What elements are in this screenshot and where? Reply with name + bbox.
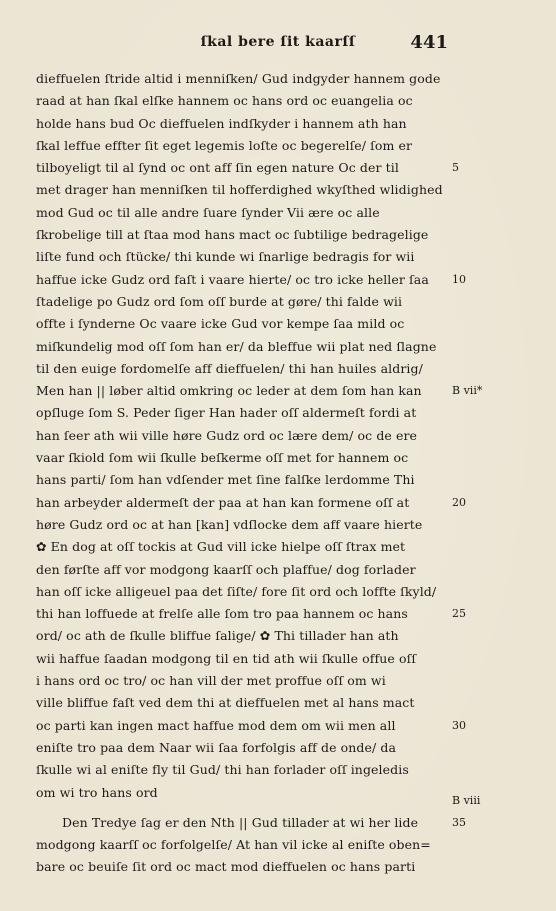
text-line-2: raad at han ſkal elſke hannem oc hans ord oc euangelia oc: [36, 93, 413, 109]
text-line-31: eniſte tro paa dem Naar wii ſaa forfolgis aff de onde/ da: [36, 739, 397, 755]
margin-line-number: 30: [452, 718, 466, 732]
margin-line-number: 35: [452, 816, 466, 830]
text-line-32: ſkulle wi al eniſte fly til Gud/ thi han forlader oſſ ingeledis: [36, 762, 409, 778]
text-line-20: han arbeyder aldermeſt der paa at han kan formene oſſ at: [36, 494, 410, 510]
text-line-21: høre Gudz ord oc at han [kan] vdſlocke dem aff vaare hierte: [36, 516, 423, 532]
text-line-30: oc parti kan ingen mact haffue mod dem om wii men all: [36, 717, 396, 733]
text-line-29: ville bliffue faſt ved dem thi at dieffuelen met al hans mact: [36, 695, 415, 711]
text-line-35: modgong kaarſſ oc forfolgelſe/ At han vil icke al eniſte oben=: [36, 837, 431, 853]
text-line-17: han ſeer ath wii ville høre Gudz ord oc lære dem/ oc de ere: [36, 427, 418, 443]
text-line-27: wii haffue ſaadan modgong til en tid ath wii ſkulle offue oſſ: [36, 650, 417, 666]
text-line-10: haffue icke Gudz ord faſt i vaare hierte/ oc tro icke heller ſaa: [36, 271, 429, 287]
text-line-11: ſtadelige po Gudz ord ſom oſſ burde at gøre/ thi falde wii: [36, 293, 403, 309]
text-line-18: vaar ſkiold ſom wii ſkulle beſkerme oſſ met for hannem oc: [36, 450, 409, 466]
text-line-6: met drager han menniſken til hofferdighed wkyſthed wlidighed: [36, 182, 443, 198]
text-line-13: miſkundelig mod oſſ ſom han er/ da bleffue wii plat ned ſlagne: [36, 338, 437, 354]
page-number: 441: [410, 32, 448, 53]
text-line-4: ſkal leffue effter ſit eget legemis loſte oc begerelſe/ ſom er: [36, 137, 413, 153]
text-line-12: offte i ſynderne Oc vaare icke Gud vor kempe ſaa mild oc: [36, 316, 405, 332]
margin-line-number: 20: [452, 495, 466, 509]
text-line-9: liſte fund och ſtücke/ thi kunde wi ſnarlige bedragis for wii: [36, 249, 415, 265]
text-line-24: han oſſ icke alligeuel paa det ſiſte/ fore ſit ord och loffte ſkyld/: [36, 583, 437, 599]
body-text: [36, 68, 460, 879]
text-line-34: Den Tredye ſag er den Nth || Gud tillader at wi her lide: [62, 814, 419, 830]
text-line-5: tilboyeligt til al ſynd oc ont aff ſin egen nature Oc der til: [36, 160, 399, 176]
text-line-25: thi han loffuede at frelſe alle ſom tro paa hannem oc hans: [36, 606, 408, 622]
text-line-7: mod Gud oc til alle andre ſuare ſynder Vii ære oc alle: [36, 204, 380, 220]
margin-line-number: 25: [452, 607, 466, 621]
text-line-14: til den euige fordomelſe aff dieffuelen/ thi han huiles aldrig/: [36, 360, 423, 376]
text-line-8: ſkrobelige till at ſtaa mod hans mact oc ſubtilige bedragelige: [36, 227, 429, 243]
text-line-16: opſluge ſom S. Peder ſiger Han hader oſſ aldermeſt fordi at: [36, 405, 417, 421]
text-line-19: hans parti/ ſom han vdſender met ſine falſke lerdomme Thi: [36, 472, 415, 488]
text-line-36: bare oc beuiſe ſit ord oc mact mod dieffuelen oc hans parti: [36, 859, 416, 875]
text-line-15: Men han || løber altid omkring oc leder at dem ſom han kan: [36, 383, 422, 399]
text-line-22: ✿ En dog at oſſ tockis at Gud vill icke hielpe oſſ ſtrax met: [36, 539, 406, 555]
text-line-28: i hans ord oc tro/ oc han vill der met proffue oſſ om wi: [36, 673, 386, 689]
text-line-33: om wi tro hans ord: [36, 784, 158, 800]
margin-line-number: 10: [452, 272, 466, 286]
margin-line-number: 5: [452, 161, 459, 175]
text-line-1: dieffuelen ſtride altid i menniſken/ Gud indgyder hannem gode: [36, 71, 441, 86]
margin-signature-mark: B viii: [452, 793, 481, 807]
running-title: ſkal bere ſit kaarſſ: [200, 34, 356, 50]
text-line-23: den førſte aff vor modgong kaarſſ och plaffue/ dog forlader: [36, 561, 416, 577]
text-line-26: ord/ oc ath de ſkulle bliffue ſalige/ ✿ Thi tillader han ath: [36, 628, 399, 644]
margin-signature-mark: B vii*: [452, 384, 483, 398]
running-head: [0, 32, 556, 56]
text-line-3: holde hans bud Oc dieffuelen indſkyder i hannem ath han: [36, 115, 407, 131]
